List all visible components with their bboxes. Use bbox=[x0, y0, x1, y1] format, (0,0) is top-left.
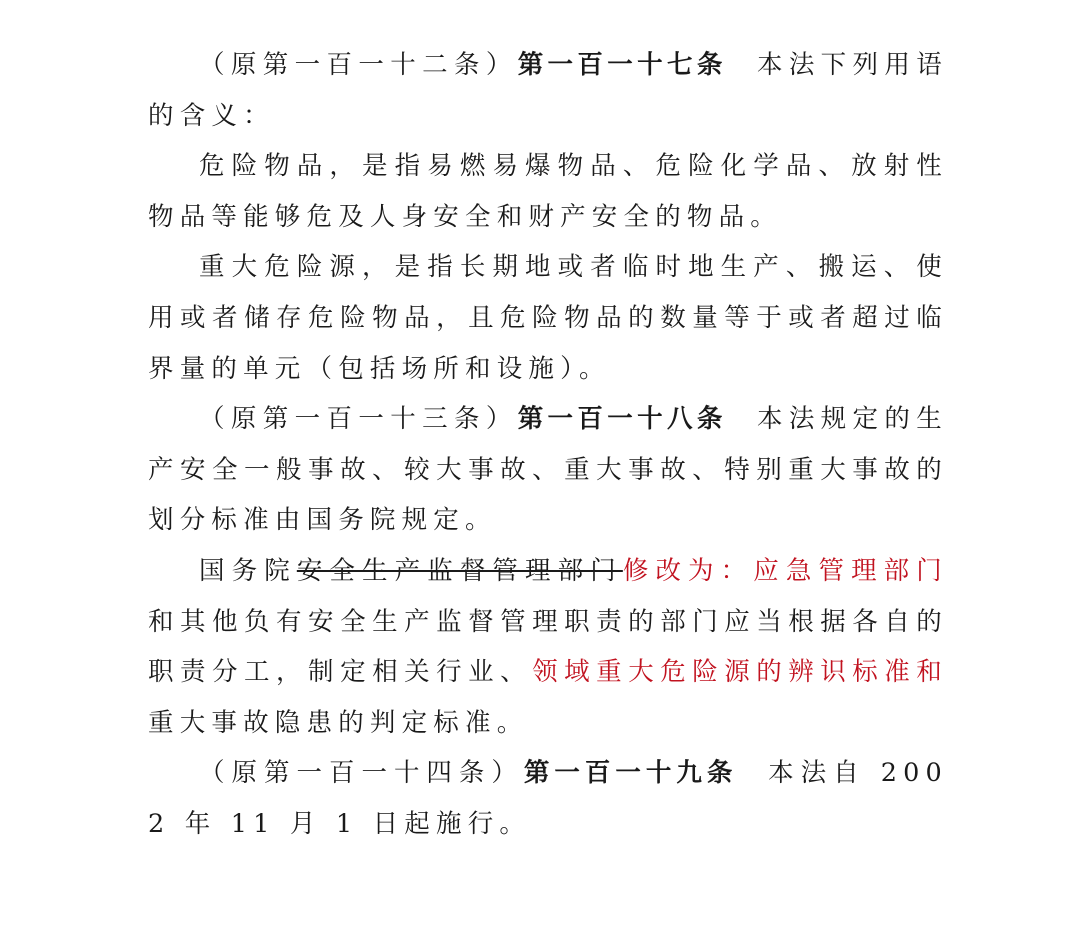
amendment-part2: 和其他负有安全生产监督管理职责的部门应当根据各自的职责分工，制定相关行业、 bbox=[148, 606, 948, 688]
amendment-paragraph bbox=[148, 546, 948, 748]
amendment-part3: 重大事故隐患的判定标准。 bbox=[148, 707, 529, 738]
definition-dangerous-goods: 危险物品，是指易燃易爆物品、危险化学品、放射性物品等能够危及人身安全和财产安全的物品。 bbox=[148, 151, 948, 232]
article-118-prefix: （原第一百一十三条） bbox=[199, 404, 518, 435]
article-118-number: 第一百一十八条 bbox=[517, 404, 727, 435]
article-117-prefix: （原第一百一十二条） bbox=[199, 50, 518, 80]
article-118-text: 本法规定的生产安全一般事故、较大事故、重大事故、特别重大事故的划分标准由国务院规定。 bbox=[148, 404, 948, 536]
definition-major-hazard: 重大危险源，是指长期地或者临时地生产、搬运、使用或者储存危险物品，且危险物品的数量等于或者超过临界量的单元（包括场所和设施）。 bbox=[148, 252, 948, 384]
added-text: 领域重大危险源的辨识标准和 bbox=[532, 657, 948, 688]
article-117-paragraph bbox=[148, 40, 948, 141]
struck-text: 安全生产监督管理部门 bbox=[296, 555, 623, 586]
amendment-label: 修改为：应急管理部门 bbox=[622, 555, 948, 586]
article-119-number: 第一百一十九条 bbox=[523, 758, 738, 789]
article-117-number: 第一百一十七条 bbox=[517, 50, 727, 80]
article-119-prefix: （原第一百一十四条） bbox=[199, 758, 524, 789]
amendment-part1: 国务院 bbox=[199, 555, 297, 586]
article-119-text: 本法自 2002 年 11 月 1 日起施行。 bbox=[148, 758, 948, 839]
article-117-text: 本法下列用语的含义： bbox=[148, 50, 948, 131]
article-118-paragraph bbox=[148, 394, 948, 546]
article-119-paragraph bbox=[148, 748, 948, 849]
law-document bbox=[148, 40, 948, 850]
